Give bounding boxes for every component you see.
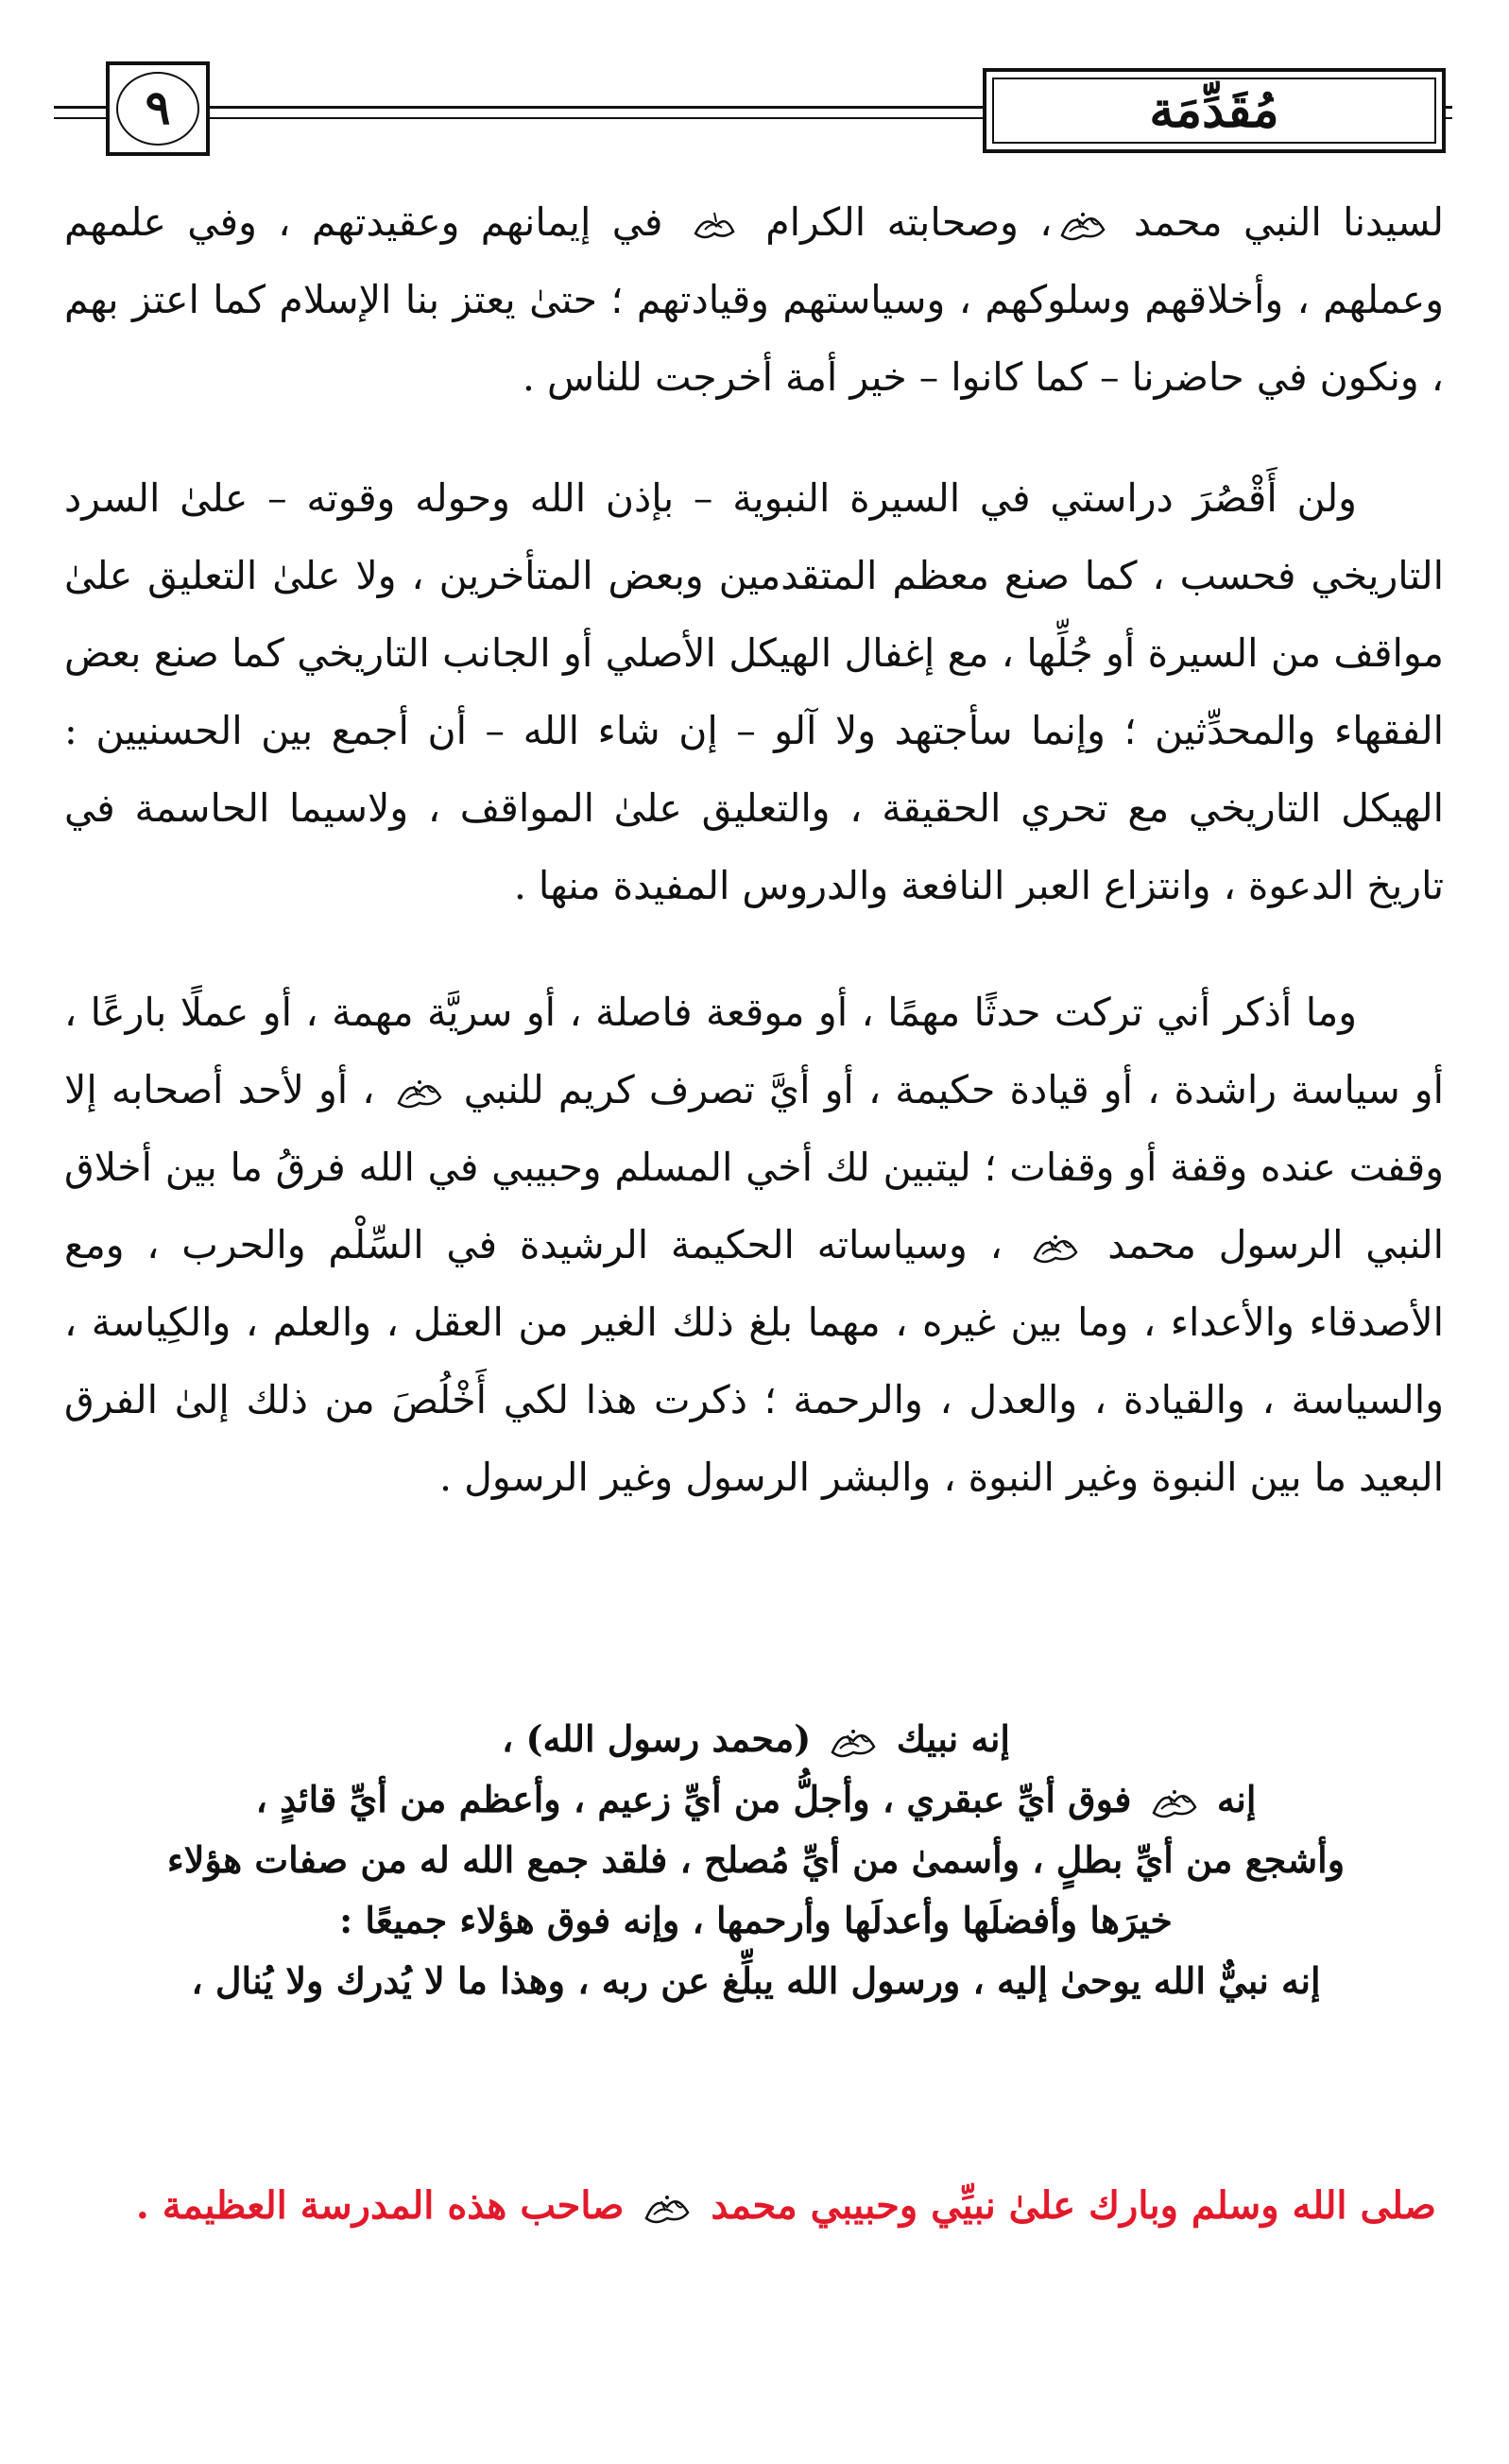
closing-before: صلى الله وسلم وبارك علىٰ نبيِّي وحبيبي محمد — [697, 2183, 1436, 2228]
verse-line-1 — [85, 1709, 1427, 1769]
salawat-seal-icon — [1150, 1784, 1199, 1822]
paragraph-3 — [64, 974, 1444, 1516]
closing-salutation — [66, 2176, 1436, 2236]
verse-line-1-after: (محمد رسول الله) ، — [502, 1717, 824, 1760]
paragraph-3-part-1: وما أذكر أني تركت حدثًا مهمًا ، أو موقعة فاصلة ، أو سريَّة مهمة ، أو عملًا بارعًا ، أو سياسة راشدة ، أو قيادة حكيمة ، أو أيَّ تصرف كريم للنبي — [64, 990, 1444, 1112]
verse-line-2-before: إنه — [1204, 1778, 1257, 1820]
verse-line-1-before: إنه نبيك — [883, 1717, 1010, 1760]
verse-line-2 — [85, 1769, 1427, 1830]
salawat-seal-icon — [1031, 1230, 1080, 1267]
verse-line-3: وأشجع من أيِّ بطلٍ ، وأسمىٰ من أيِّ مُصلح ، فلقد جمع الله له من صفات هؤلاء — [166, 1838, 1346, 1881]
verse-line-5: إنه نبيٌّ الله يوحىٰ إليه ، ورسول الله يبلِّغ عن ربه ، وهذا ما لا يُدرك ولا يُنال ، — [191, 1959, 1321, 2002]
paragraph-3-part-2: ، أو لأحد أصحابه إلا وقفت عنده وقفة أو وقفات ؛ ليتبين لك أخي المسلم وحبيبي في الله فرقُ ما بين أخلاق النبي الرسول محمد — [64, 1067, 1444, 1267]
paragraph-1 — [64, 183, 1444, 416]
verse-line-2-after: فوق أيِّ عبقري ، وأجلُّ من أيِّ زعيم ، وأعظم من أيِّ قائدٍ ، — [255, 1778, 1144, 1820]
paragraph-1-part-3: في إيمانهم وعقيدتهم ، وفي علمهم وعملهم ، وأخلاقهم وسلوكهم ، وسياستهم وقيادتهم ؛ حتىٰ يعتز بنا الإسلام كما اعتز بهم ، ونكون في حاضرنا – كما كانوا – خير أمة أخرجت للناس . — [64, 199, 1444, 400]
salawat-seal-icon — [1058, 207, 1107, 245]
salawat-seal-icon — [829, 1724, 878, 1762]
salawat-seal-icon — [395, 1075, 444, 1112]
paragraph-2: ولن أَقْصُرَ دراستي في السيرة النبوية – بإذن الله وحوله وقوته – علىٰ السرد التاريخي فحسب ، كما صنع معظم المتقدمين وبعض المتأخرين ، ولا علىٰ التعليق علىٰ مواقف من السيرة أو جُلِّها ، مع إغفال الهيكل الأصلي أو الجانب التاريخي كما صنع بعض الفقهاء والمحدِّثين ؛ وإنما سأجتهد ولا آلو – إن شاء الله – أن أجمع بين الحسنيين : الهيكل التاريخي مع تحري الحقيقة ، والتعليق علىٰ المواقف ، ولاسيما الحاسمة في تاريخ الدعوة ، وانتزاع العبر النافعة والدروس المفيدة منها . — [64, 475, 1444, 908]
verse-block — [85, 1709, 1427, 2011]
page-number: ٩ — [145, 79, 171, 135]
closing-after: صاحب هذه المدرسة العظيمة . — [135, 2183, 638, 2228]
page-number-frame — [106, 61, 210, 156]
paragraph-3-part-3: ، وسياساته الحكيمة الرشيدة في السِّلْم والحرب ، ومع الأصدقاء والأعداء ، وما بين غيره ، مهما بلغ ذلك الغير من العقل ، والعلم ، والكِياسة ، والسياسة ، والقيادة ، والعدل ، والرحمة ؛ ذكرت هذا لكي أَخْلُصَ من ذلك إلىٰ الفرق البعيد ما بين النبوة وغير النبوة ، والبشر الرسول وغير الرسول . — [64, 1222, 1444, 1500]
verse-line-4: خيرَها وأفضلَها وأعدلَها وأرحمها ، وإنه فوق هؤلاء جميعًا : — [339, 1899, 1173, 1941]
chapter-title: مُقَدِّمَة — [1149, 81, 1279, 139]
chapter-title-frame — [983, 68, 1446, 153]
radiallah-seal-icon — [690, 207, 739, 245]
paragraph-1-part-2: ، وصحابته الكرام — [744, 199, 1053, 245]
paragraph-1-part-1: لسيدنا النبي محمد — [1112, 199, 1444, 245]
salawat-seal-icon — [643, 2190, 692, 2228]
